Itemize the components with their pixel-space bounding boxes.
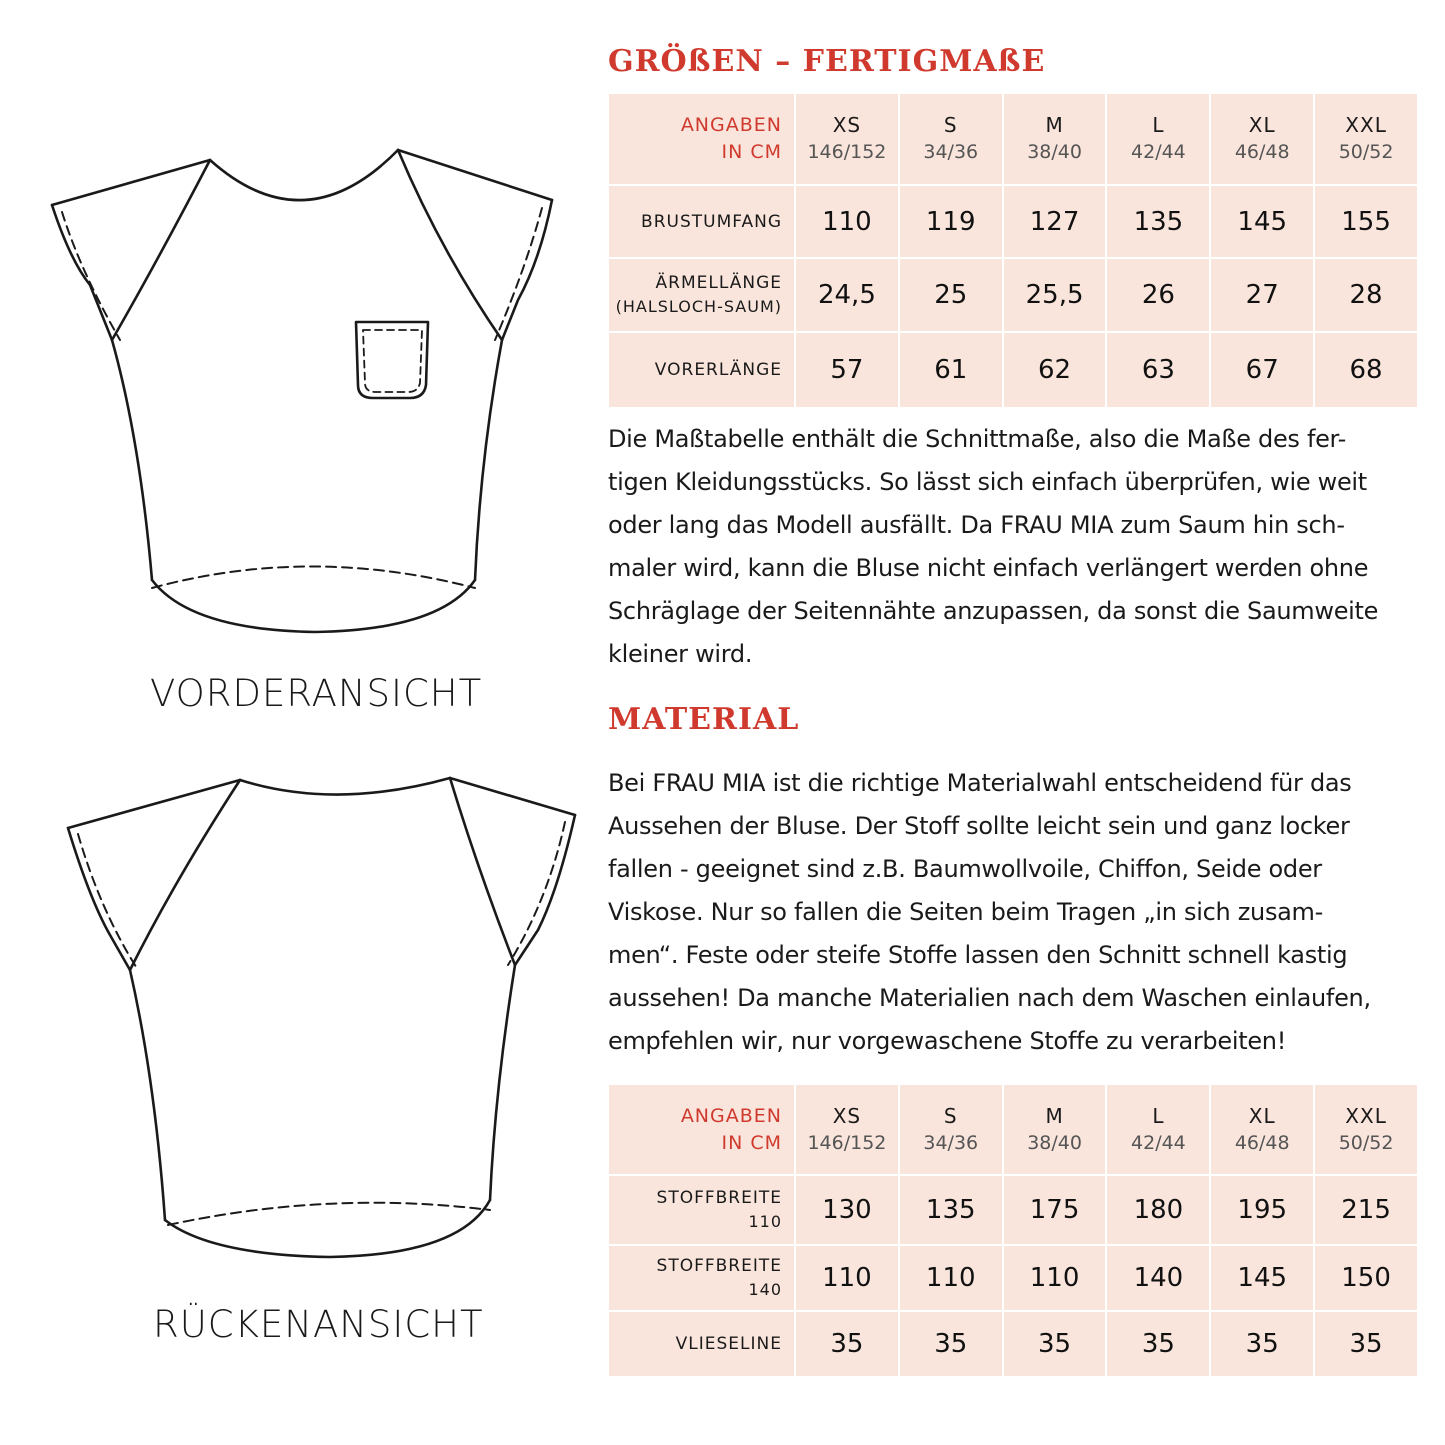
- table-cell: 24,5: [795, 258, 899, 332]
- table-cell: 35: [1210, 1311, 1314, 1377]
- text-line: aussehen! Da manche Materialien nach dem Waschen einlaufen,: [608, 984, 1371, 1012]
- size-code: XL: [1248, 113, 1276, 137]
- table-cell: 135: [1106, 185, 1210, 258]
- size-range: 42/44: [1131, 1131, 1186, 1154]
- table-cell: 145: [1210, 1245, 1314, 1311]
- table-cell: 119: [899, 185, 1003, 258]
- size-range: 34/36: [923, 141, 979, 163]
- table-cell: 63: [1106, 332, 1210, 408]
- size-header-l: [1106, 93, 1210, 185]
- table-cell: 135: [899, 1175, 1003, 1245]
- row-sublabel: 110: [748, 1212, 782, 1231]
- table-cell: 145: [1210, 185, 1314, 258]
- units-header: [608, 1084, 795, 1175]
- sizes-heading: GRÖßEN – FERTIGMAßE: [608, 44, 1046, 79]
- row-label-cell: [608, 1175, 795, 1245]
- table-cell: 35: [899, 1311, 1003, 1377]
- table-cell: 127: [1003, 185, 1107, 258]
- table-cell: 150: [1314, 1245, 1418, 1311]
- size-code: XS: [832, 1103, 862, 1128]
- row-label: VORERLÄNGE: [608, 332, 795, 408]
- text-line: Viskose. Nur so fallen die Seiten beim Tragen „in sich zusam-: [608, 898, 1324, 926]
- text-line: Bei FRAU MIA ist die richtige Materialwahl entscheidend für das: [608, 769, 1352, 797]
- table-cell: 130: [795, 1175, 899, 1245]
- table-cell: 110: [795, 185, 899, 258]
- row-label: STOFFBREITE: [656, 1188, 782, 1208]
- material-requirements-table: [607, 1083, 1419, 1378]
- table-cell: 57: [795, 332, 899, 408]
- size-code: M: [1045, 113, 1064, 137]
- units-line-2: IN CM: [721, 1131, 782, 1154]
- text-line: empfehlen wir, nur vorgewaschene Stoffe zu verarbeiten!: [608, 1027, 1287, 1055]
- size-header-xs: [795, 1084, 899, 1175]
- size-header-s: [899, 93, 1003, 185]
- table-cell: 28: [1314, 258, 1418, 332]
- table-cell: 25,5: [1003, 258, 1107, 332]
- text-line: men“. Feste oder steife Stoffe lassen den Schnitt schnell kastig: [608, 941, 1348, 969]
- material-description: [608, 762, 1408, 1063]
- table-cell: 67: [1210, 332, 1314, 408]
- table-cell: 61: [899, 332, 1003, 408]
- size-range: 34/36: [923, 1131, 979, 1154]
- units-line-1: ANGABEN: [680, 114, 782, 136]
- table-cell: 110: [899, 1245, 1003, 1311]
- size-code: L: [1152, 1103, 1165, 1128]
- text-line: maler wird, kann die Bluse nicht einfach verlängert werden ohne: [608, 554, 1369, 582]
- size-range: 50/52: [1338, 141, 1394, 163]
- sizes-description: [608, 418, 1408, 676]
- text-line: fallen - geeignet sind z.B. Baumwollvoile, Chiffon, Seide oder: [608, 855, 1322, 883]
- text-line: Aussehen der Bluse. Der Stoff sollte leicht sein und ganz locker: [608, 812, 1350, 840]
- table-cell: 25: [899, 258, 1003, 332]
- table-cell: 35: [795, 1311, 899, 1377]
- size-code: XS: [832, 113, 862, 137]
- size-code: M: [1045, 1103, 1064, 1128]
- row-label: VLIESELINE: [608, 1311, 795, 1377]
- text-line: kleiner wird.: [608, 640, 753, 668]
- text-line: Die Maßtabelle enthält die Schnittmaße, also die Maße des fer-: [608, 425, 1346, 453]
- table-row-stoffbreite-110: [608, 1175, 1418, 1245]
- table-cell: 35: [1314, 1311, 1418, 1377]
- table-cell: 195: [1210, 1175, 1314, 1245]
- size-range: 42/44: [1131, 141, 1186, 163]
- size-range: 46/48: [1234, 141, 1290, 163]
- size-header-xxl: [1314, 93, 1418, 185]
- text-line: oder lang das Modell ausfällt. Da FRAU MIA zum Saum hin sch-: [608, 511, 1345, 539]
- table-cell: 35: [1003, 1311, 1107, 1377]
- material-heading: MATERIAL: [608, 702, 800, 737]
- size-header-s: [899, 1084, 1003, 1175]
- row-label-cell: [608, 258, 795, 332]
- size-range: 46/48: [1234, 1131, 1290, 1154]
- table-row-vlieseline: [608, 1311, 1418, 1377]
- size-code: XL: [1248, 1103, 1276, 1128]
- text-line: tigen Kleidungsstücks. So lässt sich einfach überprüfen, wie weit: [608, 468, 1367, 496]
- size-header-xxl: [1314, 1084, 1418, 1175]
- size-range: 38/40: [1027, 141, 1082, 163]
- table-row-brustumfang: [608, 185, 1418, 258]
- size-code: L: [1152, 113, 1165, 137]
- table-cell: 68: [1314, 332, 1418, 408]
- size-code: XXL: [1345, 113, 1387, 137]
- size-code: S: [943, 1103, 958, 1128]
- row-sublabel: (HALSLOCH-SAUM): [615, 297, 782, 316]
- table-row-stoffbreite-140: [608, 1245, 1418, 1311]
- row-label: STOFFBREITE: [656, 1256, 782, 1276]
- table-cell: 110: [795, 1245, 899, 1311]
- size-code: S: [943, 113, 958, 137]
- back-view-label: RÜCKENANSICHT: [153, 1303, 484, 1346]
- size-range: 146/152: [807, 141, 887, 163]
- size-header-m: [1003, 1084, 1107, 1175]
- size-header-xl: [1210, 93, 1314, 185]
- front-view-label: VORDERANSICHT: [150, 672, 483, 715]
- text-line: Schräglage der Seitennähte anzupassen, da sonst die Saumweite: [608, 597, 1379, 625]
- table-row-aermellaenge: [608, 258, 1418, 332]
- table-cell: 175: [1003, 1175, 1107, 1245]
- table-header-row: [608, 1084, 1418, 1175]
- row-label-cell: [608, 1245, 795, 1311]
- table-cell: 155: [1314, 185, 1418, 258]
- size-code: XXL: [1345, 1103, 1387, 1128]
- size-range: 50/52: [1338, 1131, 1394, 1154]
- row-sublabel: 140: [748, 1280, 782, 1299]
- table-cell: 26: [1106, 258, 1210, 332]
- table-header-row: [608, 93, 1418, 185]
- row-label: ÄRMELLÄNGE: [655, 273, 782, 293]
- size-header-m: [1003, 93, 1107, 185]
- table-cell: 62: [1003, 332, 1107, 408]
- finished-measurements-table: [607, 92, 1419, 409]
- table-cell: 180: [1106, 1175, 1210, 1245]
- size-header-xs: [795, 93, 899, 185]
- row-label: BRUSTUMFANG: [608, 185, 795, 258]
- table-cell: 35: [1106, 1311, 1210, 1377]
- units-line-2: IN CM: [721, 141, 782, 163]
- units-header: [608, 93, 795, 185]
- size-range: 38/40: [1027, 1131, 1082, 1154]
- size-range: 146/152: [807, 1131, 887, 1154]
- back-view-sketch: [60, 770, 590, 1280]
- table-cell: 140: [1106, 1245, 1210, 1311]
- table-cell: 27: [1210, 258, 1314, 332]
- table-cell: 110: [1003, 1245, 1107, 1311]
- size-header-l: [1106, 1084, 1210, 1175]
- units-line-1: ANGABEN: [680, 1104, 782, 1127]
- front-view-sketch: [40, 140, 580, 650]
- table-row-vorerlaenge: [608, 332, 1418, 408]
- table-cell: 215: [1314, 1175, 1418, 1245]
- size-header-xl: [1210, 1084, 1314, 1175]
